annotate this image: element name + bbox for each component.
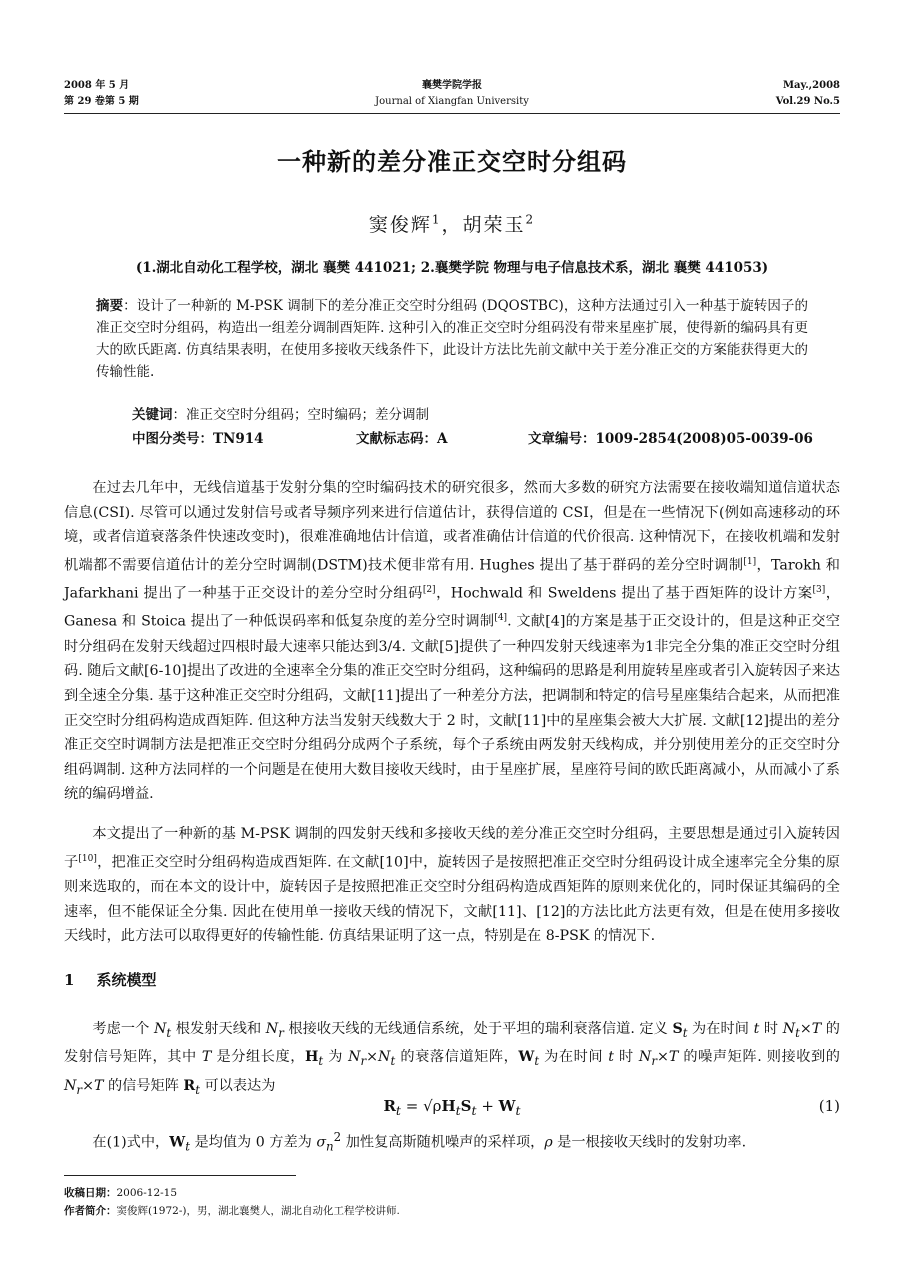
math-symbol: W — [518, 1049, 535, 1066]
text-run: 是分组长度， — [211, 1049, 305, 1066]
intro-paragraph-1 — [64, 476, 840, 807]
math-subscript: t — [318, 1054, 324, 1069]
model-paragraph — [64, 1017, 840, 1102]
math-subscript: r — [76, 1082, 83, 1097]
text-run: × — [366, 1049, 379, 1066]
text-run: × — [82, 1077, 94, 1094]
author-1: 窦俊辉 — [368, 214, 432, 236]
received-label: 收稿日期： — [64, 1187, 117, 1199]
math-subscript: t — [185, 1139, 190, 1154]
citation-ref: [10] — [78, 853, 97, 864]
text-run: 考虑一个 — [92, 1021, 154, 1037]
footnote-received — [64, 1185, 177, 1201]
text-run: 为在时间 — [687, 1021, 754, 1037]
text-run: 的衰落信道矩阵， — [395, 1049, 519, 1066]
header-date-en: May.,2008 — [782, 80, 840, 91]
math-subscript: t — [390, 1054, 396, 1069]
text-run: ，把准正交空时分组码构造成酉矩阵. 在文献[10]中，旋转因子是按照把准正交空时分组码设计成全速率完全分集的原则来选取的，而在本文的设计中，旋转因子是按照把准正交空时分组码构造成酉矩阵的原则来优化的，同时保证其编码的全速率，但不能保证全分集. 因此在使用单一接收天线的情况下，文献[11]、[12]的方法比此方法更有效，但是在使用多接收天线时，此方法可以取得更好的传输性能. 仿真结果证明了这一点，特别是在 8-PSK 的情况下. — [64, 854, 840, 945]
bio-text: 窦俊辉(1972-)，男，湖北襄樊人，湖北自动化工程学校讲师. — [116, 1205, 400, 1217]
citation-ref: [4] — [494, 613, 508, 624]
text-run: 时 — [613, 1049, 639, 1066]
math-symbol: ρ — [544, 1134, 553, 1151]
math-subscript: t — [166, 1025, 172, 1040]
article-number: 文章编号：1009-2854(2008)05-0039-06 — [528, 431, 813, 447]
text-run: 加性复高斯随机噪声的采样项， — [341, 1134, 545, 1151]
section-title: 系统模型 — [96, 971, 157, 989]
abstract-text: ：设计了一种新的 M-PSK 调制下的差分准正交空时分组码 (DQOSTBC)，这种方法通过引入一种基于旋转因子的准正交空时分组码，构造出一组差分调制酉矩阵. 这种引入的准正交空时分组码没有带来星座扩展，使得新的编码具有更大的欧氏距离. 仿真结果表明，在使用多接收天线条件下，此设计方法比先前文献中关于差分准正交的方案能获得更大的传输性能. — [96, 298, 809, 380]
math-subscript: r — [278, 1025, 284, 1040]
bio-label: 作者简介： — [64, 1205, 117, 1217]
text-run: 时 — [759, 1021, 783, 1037]
header-date: 2008 年 5 月 — [64, 80, 130, 91]
math-symbol: S — [672, 1021, 683, 1037]
math-operator: = — [400, 1097, 424, 1115]
document-code: 文献标志码：A — [356, 431, 448, 447]
section-number: 1 — [64, 971, 75, 989]
text-run: 为 — [323, 1049, 349, 1066]
math-subscript: t — [195, 1082, 200, 1097]
math-subscript: r — [360, 1054, 367, 1069]
text-run: × — [656, 1049, 669, 1066]
math-symbol: T — [668, 1049, 679, 1066]
footnote-divider — [64, 1175, 296, 1176]
math-operator: + — [476, 1097, 499, 1115]
text-run: 的噪声矩阵. 则接收到的 — [678, 1049, 840, 1066]
author-2-affil-mark: 2 — [525, 212, 536, 227]
text-run: 在过去几年中，无线信道基于发射分集的空时编码技术的研究很多，然而大多数的研究方法需要在接收端知道信道状态信息(CSI). 尽管可以通过发射信号或者导频序列来进行信道估计，获得信道的 CSI，但是在一些情况下(例如高速移动的环境，或者信道衰落条件快速改变时)，很难准确地估计信道，或者准确估计信道的代价很高. 这种情况下，在接收机端和发射机端都不需要信道估计的差分空时调制(DSTM)技术便非常有用. Hughes 提出了基于群码的差分空时调制 — [64, 480, 840, 574]
math-subscript: t — [471, 1103, 477, 1118]
math-symbol: N — [64, 1077, 77, 1094]
text-run: ，Tarokh 和 Jafarkhani 提出了一种基于正交设计的差分空时分组码 — [64, 557, 840, 602]
text-run: 为在时间 — [539, 1049, 609, 1066]
author-2: 胡荣玉 — [462, 214, 526, 236]
text-run: ，Ganesa 和 Stoica 提出了一种低误码率和低复杂度的差分空时调制 — [64, 585, 840, 631]
journal-name-cn: 襄樊学院学报 — [422, 80, 482, 91]
text-run: 本文提出了一种新的基 M-PSK 调制的四发射天线和多接收天线的差分准正交空时分组码，主要思想是通过引入旋转因子 — [64, 826, 840, 871]
math-symbol: N — [378, 1049, 391, 1066]
text-run: 的信号矩阵 — [103, 1077, 184, 1094]
math-symbol: t — [753, 1021, 760, 1037]
clc-number: 中图分类号：TN914 — [132, 431, 264, 447]
math-subscript: r — [651, 1054, 657, 1069]
math-subscript: t — [395, 1103, 401, 1118]
header-divider — [64, 113, 840, 114]
abstract-label: 摘要 — [96, 298, 124, 314]
text-run: 根发射天线和 — [171, 1021, 266, 1037]
math-symbol: N — [348, 1049, 361, 1066]
math-symbol: N — [782, 1021, 796, 1037]
math-symbol: R — [383, 1097, 396, 1115]
text-run: 是均值为 0 方差为 — [189, 1134, 317, 1151]
affiliations: (1.湖北自动化工程学校，湖北 襄樊 441021; 2.襄樊学院 物理与电子信息技术系，湖北 襄樊 441053) — [135, 260, 769, 276]
math-subscript: t — [534, 1054, 540, 1069]
math-subscript: n — [326, 1139, 334, 1154]
text-run: . 文献[4]的方案是基于正交设计的，但是这种正交空时分组码在发射天线超过四根时最大速率只能达到3/4. 文献[5]提供了一种四发射天线速率为1非完全分集的准正交空时分组码. 随后文献[6-10]提出了改进的全速率全分集的准正交空时分组码，这种编码的思路是利用旋转星座或者引入旋转因子来达到全速全分集. 基于这种准正交空时分组码，文献[11]提出了一种差分方法，把调制和特定的信号星座集结合起来，从而把准正交空时分组码构造成酉矩阵. 但这种方法当发射天线数大于 2 时，文献[11]中的星座集会被大大扩展. 文献[12]提出的差分准正交空时调制方法是把准正交空时分组码分成两个子系统，每个子系统由两发射天线构成，并分别使用差分的正交空时分组码调制. 这种方法同样的一个问题是在使用大数目接收天线时，由于星座扩展，星座符号间的欧氏距离减小，从而减小了系统的编码增益. — [64, 614, 840, 803]
header-volume: 第 29 卷第 5 期 — [64, 96, 139, 107]
math-symbol: W — [498, 1097, 516, 1115]
math-subscript: t — [515, 1103, 521, 1118]
citation-ref: [1] — [743, 556, 757, 567]
received-date: 2006-12-15 — [116, 1187, 178, 1199]
abstract — [96, 295, 808, 383]
text-run: 根接收天线的无线通信系统，处于平坦的瑞利衰落信道. 定义 — [283, 1021, 673, 1037]
keywords-text: ：准正交空时分组码；空时编码；差分调制 — [172, 407, 429, 423]
noise-paragraph — [64, 1125, 840, 1159]
citation-ref: [3] — [812, 585, 826, 596]
header-center — [0, 78, 904, 110]
equation-number: (1) — [818, 1097, 840, 1115]
paper-title: 一种新的差分准正交空时分组码 — [277, 147, 627, 176]
math-symbol: R — [183, 1077, 196, 1094]
math-symbol: T — [811, 1021, 822, 1037]
math-symbol: N — [153, 1021, 167, 1037]
math-symbol: T — [93, 1077, 104, 1094]
math-symbol: S — [460, 1097, 472, 1115]
keywords-label: 关键词 — [132, 407, 173, 423]
intro-paragraph-2 — [64, 822, 840, 949]
math-symbol: σ — [316, 1134, 327, 1151]
math-symbol: N — [638, 1049, 652, 1066]
text-run: 可以表达为 — [199, 1077, 276, 1094]
header-right — [776, 78, 840, 110]
equation-1 — [0, 1097, 904, 1121]
math-symbol: t — [608, 1049, 614, 1066]
math-symbol: T — [201, 1049, 212, 1066]
author-1-affil-mark: 1 — [431, 212, 442, 227]
text-run: ，Hochwald 和 Sweldens 提出了基于酉矩阵的设计方案 — [435, 585, 813, 602]
math-symbol: H — [304, 1049, 319, 1066]
text-run: 的发射信号矩阵，其中 — [64, 1021, 840, 1066]
keywords — [132, 404, 812, 426]
math-subscript: t — [795, 1025, 800, 1040]
text-run: × — [799, 1021, 812, 1037]
math-symbol: H — [441, 1097, 456, 1115]
math-symbol: N — [265, 1021, 279, 1037]
math-symbol: W — [169, 1134, 186, 1151]
math-subscript: t — [682, 1025, 688, 1040]
section-heading — [64, 969, 156, 990]
math-superscript: 2 — [333, 1130, 342, 1144]
text-run: 是一根接收天线时的发射功率. — [552, 1134, 747, 1151]
author-separator: ， — [441, 214, 463, 236]
citation-ref: [2] — [422, 585, 436, 596]
equation-expression — [0, 1097, 904, 1118]
footnote-author-bio — [64, 1203, 400, 1219]
text-run: 在(1)式中， — [92, 1134, 170, 1151]
author-line — [0, 210, 904, 237]
journal-name-en: Journal of Xiangfan University — [375, 96, 529, 107]
math-sqrt: √ρ — [423, 1097, 442, 1115]
math-subscript: t — [455, 1103, 461, 1118]
header-volume-en: Vol.29 No.5 — [775, 96, 840, 107]
